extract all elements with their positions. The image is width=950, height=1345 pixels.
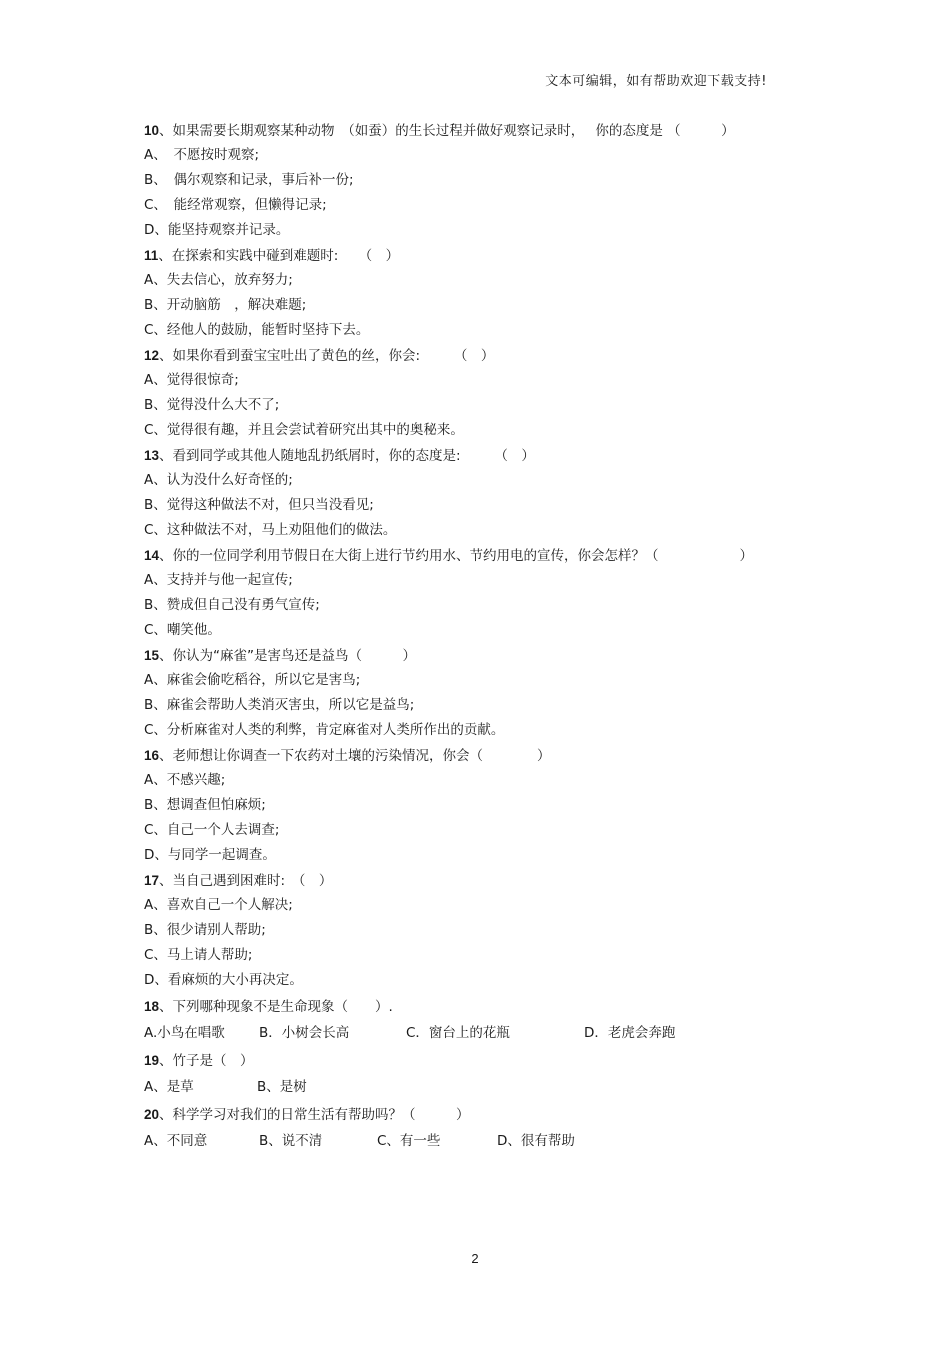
question-text: 、在探索和实践中碰到难题时: （ ） xyxy=(158,248,400,264)
option-b: B、麻雀会帮助人类消灭害虫，所以它是益鸟; xyxy=(144,697,415,713)
option-a: A、不感兴趣; xyxy=(144,772,226,788)
option-a: A、 不愿按时观察; xyxy=(144,147,260,163)
question-number: 16 xyxy=(144,748,160,763)
question-19-options xyxy=(144,1074,824,1101)
question-text: 、下列哪种现象不是生命现象（ ）. xyxy=(159,999,393,1015)
option-b: B、说不清 xyxy=(259,1133,323,1149)
question-14 xyxy=(144,543,824,568)
option-a: A、觉得很惊奇; xyxy=(144,372,239,388)
option-c: C、觉得很有趣，并且会尝试着研究出其中的奥秘来。 xyxy=(144,422,464,438)
option-b: B、是树 xyxy=(257,1079,307,1095)
question-number: 13 xyxy=(144,448,160,463)
page-number: 2 xyxy=(471,1251,479,1266)
question-20 xyxy=(144,1101,824,1128)
option-c: C、 能经常观察，但懒得记录; xyxy=(144,197,327,213)
option-b: B、想调查但怕麻烦; xyxy=(144,797,266,813)
option-a: A、失去信心，放弃努力; xyxy=(144,272,293,288)
option-a: A、不同意 xyxy=(144,1133,208,1149)
option-a: A、认为没什么好奇怪的; xyxy=(144,472,293,488)
option-d: D、与同学一起调查。 xyxy=(144,847,276,863)
question-text: 、你认为“麻雀”是害鸟还是益鸟（ ） xyxy=(159,648,417,664)
question-number: 17 xyxy=(144,873,160,888)
option-c: C、分析麻雀对人类的利弊，肯定麻雀对人类所作出的贡献。 xyxy=(144,722,505,738)
question-20-options xyxy=(144,1128,824,1155)
question-16 xyxy=(144,743,824,768)
question-18 xyxy=(144,993,824,1020)
question-18-options xyxy=(144,1020,824,1047)
question-number: 15 xyxy=(144,648,160,663)
question-text: 、如果需要长期观察某种动物 （如蚕）的生长过程并做好观察记录时， 你的态度是 （ ） xyxy=(159,123,735,139)
option-c: C、嘲笑他。 xyxy=(144,622,221,638)
question-number: 20 xyxy=(144,1107,160,1122)
option-d: D、能坚持观察并记录。 xyxy=(144,222,290,238)
question-number: 19 xyxy=(144,1053,160,1068)
option-d: D、很有帮助 xyxy=(497,1133,575,1149)
option-c: C、这种做法不对，马上劝阻他们的做法。 xyxy=(144,522,397,538)
option-a: A、是草 xyxy=(144,1079,194,1095)
question-number: 14 xyxy=(144,548,160,563)
option-c: C、马上请人帮助; xyxy=(144,947,253,963)
question-number: 12 xyxy=(144,348,160,363)
question-15 xyxy=(144,643,824,668)
question-19 xyxy=(144,1047,824,1074)
question-11 xyxy=(144,243,824,268)
option-b: B、 偶尔观察和记录，事后补一份; xyxy=(144,172,354,188)
header-note: 文本可编辑，如有帮助欢迎下载支持! xyxy=(545,74,767,89)
question-10 xyxy=(144,118,824,143)
option-b: B、开动脑筋 ，解决难题; xyxy=(144,297,307,313)
option-a: A、喜欢自己一个人解决; xyxy=(144,897,293,913)
option-c: C．窗台上的花瓶 xyxy=(406,1025,510,1041)
option-c: C、自己一个人去调查; xyxy=(144,822,280,838)
option-b: B、赞成但自己没有勇气宣传; xyxy=(144,597,320,613)
question-list xyxy=(144,118,824,1155)
option-b: B．小树会长高 xyxy=(259,1025,350,1041)
question-text: 、当自己遇到困难时: （ ） xyxy=(159,873,333,889)
option-c: C、经他人的鼓励，能暂时坚持下去。 xyxy=(144,322,370,338)
question-number: 10 xyxy=(144,123,160,138)
option-a: A.小鸟在唱歌 xyxy=(144,1025,225,1041)
question-text: 、老师想让你调查一下农药对土壤的污染情况，你会（ ） xyxy=(159,748,551,764)
question-text: 、如果你看到蚕宝宝吐出了黄色的丝，你会: （ ） xyxy=(159,348,495,364)
question-text: 、你的一位同学利用节假日在大街上进行节约用水、节约用电的宣传，你会怎样？（ ） xyxy=(159,548,754,564)
question-text: 、竹子是（ ） xyxy=(159,1053,254,1069)
question-17 xyxy=(144,868,824,893)
question-number: 18 xyxy=(144,999,160,1014)
option-d: D、看麻烦的大小再决定。 xyxy=(144,972,303,988)
question-12 xyxy=(144,343,824,368)
option-c: C、有一些 xyxy=(377,1133,441,1149)
option-a: A、麻雀会偷吃稻谷，所以它是害鸟; xyxy=(144,672,361,688)
option-b: B、很少请别人帮助; xyxy=(144,922,266,938)
option-a: A、支持并与他一起宣传; xyxy=(144,572,293,588)
option-d: D．老虎会奔跑 xyxy=(584,1025,676,1041)
option-b: B、觉得没什么大不了; xyxy=(144,397,280,413)
question-text: 、科学学习对我们的日常生活有帮助吗？（ ） xyxy=(159,1107,470,1123)
question-text: 、看到同学或其他人随地乱扔纸屑时，你的态度是: （ ） xyxy=(159,448,535,464)
question-13 xyxy=(144,443,824,468)
question-number: 11 xyxy=(144,248,159,263)
option-b: B、觉得这种做法不对，但只当没看见; xyxy=(144,497,374,513)
